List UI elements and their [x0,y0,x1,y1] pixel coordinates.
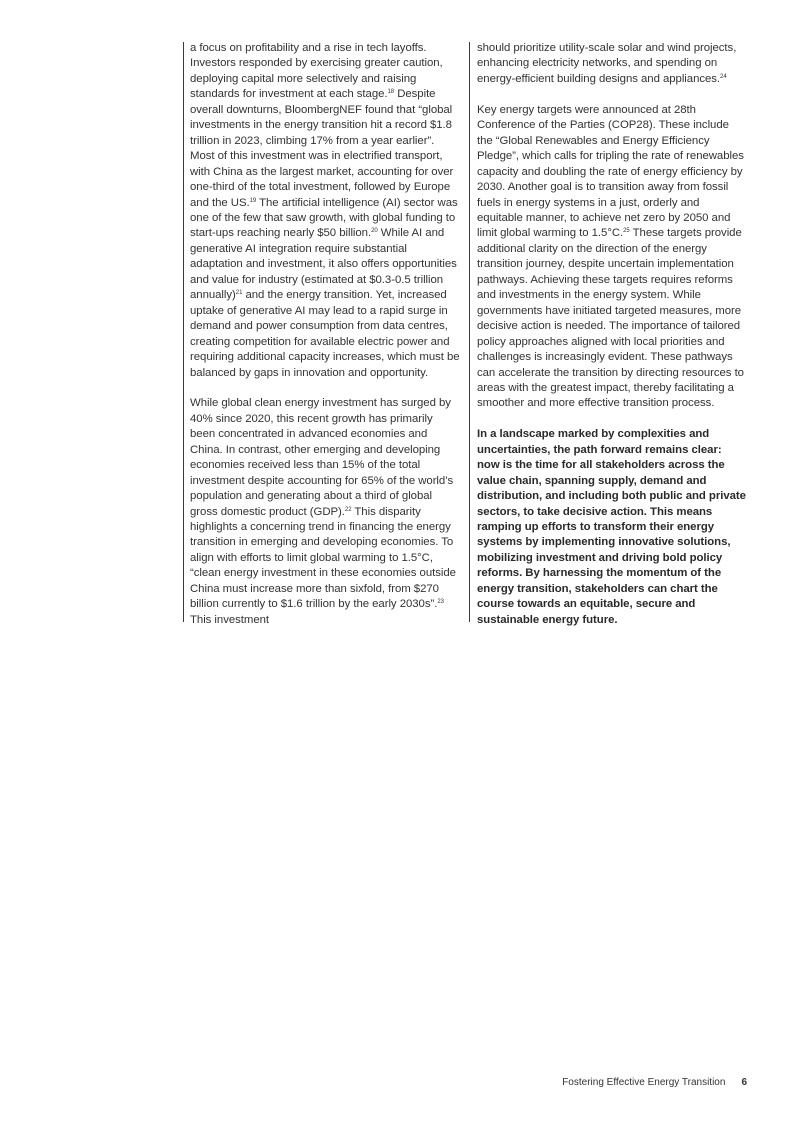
footnote-ref-23: 23 [437,599,444,606]
footnote-ref-22: 22 [344,506,352,513]
footnote-ref-20: 20 [371,228,378,235]
footnote-ref-21: 21 [235,290,243,297]
text-run: While global clean energy investment has surged by 40% since 2020, this recent growth has primarily been concentrated in advanced economies and China. In contrast, other emerging and developing economies received less than 15% of the total investment despite accounting for 65% of the world’s population and generating about a third of global gross domestic product (GDP). [190,397,454,518]
text-run: a focus on profitability and a rise in tech layoffs. Investors responded by exercising greater caution, deploying capital more selectively and raising standards for investment at each stage. [190,42,443,101]
text-run: These targets provide additional clarity on the direction of the energy transition journey, despite uncertain implementation pathways. Achieving these targets requires reforms and investments in the energy system. While governments have initiated targeted measures, more decisive action is needed. The importance of tailored policy approaches aligned with local priorities and challenges is increasingly evident. These pathways can accelerate the transition by directing resources to areas with the greatest impact, thereby facilitating a smoother and more effective transition process. [477,227,744,410]
left-paragraph-1 [190,41,460,381]
page-number: 6 [741,1077,747,1088]
footnote-ref-18: 18 [387,89,395,96]
text-run: This disparity highlights a concerning trend in financing the energy transition in emerging and developing economies. To align with efforts to limit global warming to 1.5°C, “clean energy investment in these economies outside China must increase more than sixfold, from $270 billion currently to $1.6 trillion by the early 2030s”. [190,505,456,611]
right-paragraph-1 [477,41,747,87]
text-run: In a landscape marked by complexities and uncertainties, the path forward remains clear: now is the time for all stakeholders across the value chain, spanning supply, demand and distribution, and including both public and private sectors, to take decisive action. This means ramping up efforts to transform their energy systems by implementing innovative solutions, mobilizing investment and driving bold policy reforms. By harnessing the momentum of the energy transition, stakeholders can chart the course towards an equitable, secure and sustainable energy future. [477,428,746,626]
text-run: While AI and generative AI integration require substantial adaptation and investment, it also offers opportunities and value for industry (estimated at $0.3-0.5 trillion annually) [190,227,457,302]
left-column-rule [183,42,184,622]
text-run: and the energy transition. Yet, increased uptake of generative AI may lead to a rapid surge in demand and power consumption from data centres, creating competition for available electric power and requiring additional capacity increases, which must be balanced by gaps in innovation and opportunity. [190,289,460,379]
left-paragraph-2 [190,396,460,628]
right-column [477,41,747,644]
text-run: Key energy targets were announced at 28th Conference of the Parties (COP28). These include the “Global Renewables and Energy Efficiency Pledge”, which calls for tripling the rate of renewables capacity and doubling the rate of energy efficiency by 2030. Another goal is to transition away from fossil fuels in energy systems in a just, orderly and equitable manner, to achieve net zero by 2050 and limit global warming to 1.5°C. [477,103,744,240]
footnote-ref-25: 25 [623,228,630,235]
footnote-ref-24: 24 [720,73,727,80]
footnote-ref-19: 19 [249,197,257,204]
right-column-rule [469,42,470,622]
text-run: should prioritize utility-scale solar and wind projects, enhancing electricity networks, and spending on energy-efficient building designs and appliances. [477,42,737,85]
conclusion-paragraph [477,427,747,628]
text-run: The artificial intelligence (AI) sector was one of the few that saw growth, with global funding to start-ups reaching nearly $50 billion. [190,196,458,240]
right-paragraph-2 [477,103,747,412]
left-column [190,41,460,644]
footer-title: Fostering Effective Energy Transition [562,1077,726,1088]
text-run: Despite overall downturns, BloombergNEF found that “global investments in the energy transition hit a record $1.8 trillion in 2023, climbing 17% from a year earlier”. Most of this investment was in electrified transport, with China as the largest market, accounting for over one-third of the total investment, followed by Europe and the US. [190,88,454,209]
page-footer [562,1077,747,1088]
text-run: This investment [190,613,270,626]
